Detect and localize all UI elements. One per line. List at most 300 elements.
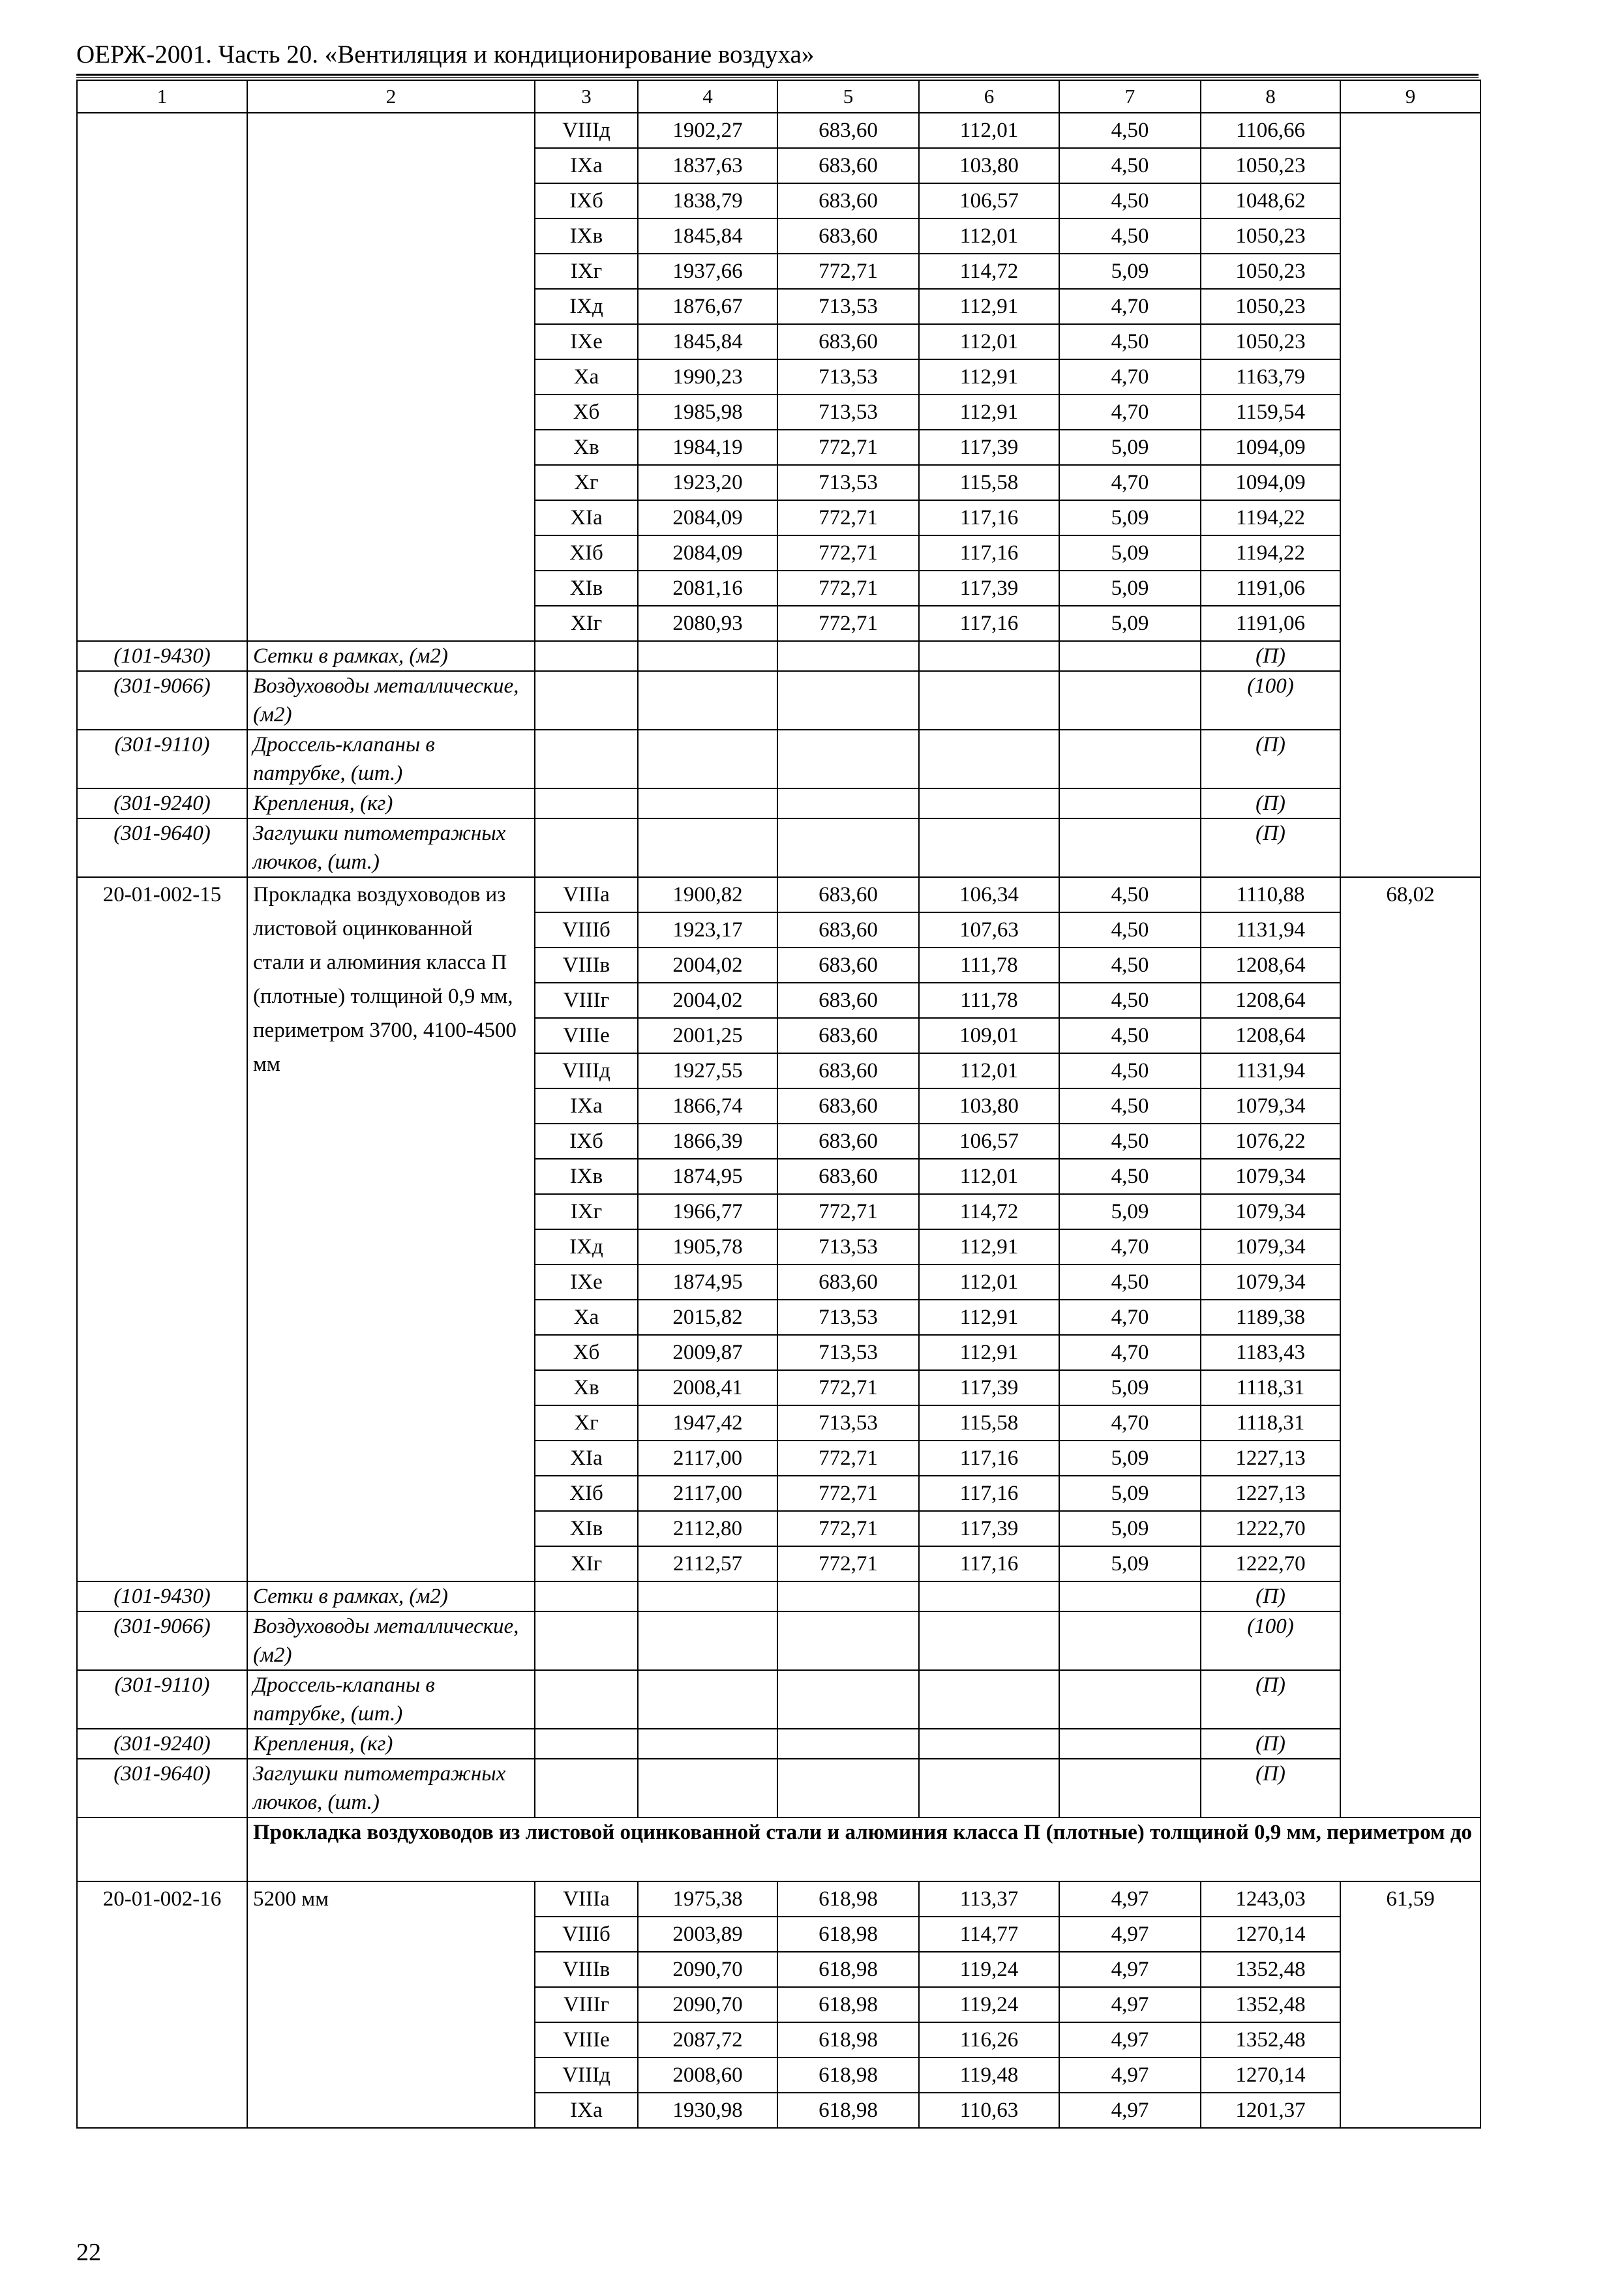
empty-cell [919, 730, 1059, 788]
value-cell: 112,01 [919, 218, 1059, 254]
value-cell: 117,39 [919, 571, 1059, 606]
column-number: 7 [1059, 80, 1201, 113]
empty-cell [535, 1581, 638, 1611]
value-cell: 4,50 [1059, 912, 1201, 948]
resource-code: (301-9640) [77, 818, 247, 877]
value-cell: 1352,48 [1201, 1987, 1340, 2022]
zone-cell: VIIIб [535, 1917, 638, 1952]
zone-cell: VIIIд [535, 2057, 638, 2093]
value-cell: 4,50 [1059, 1159, 1201, 1194]
value-cell: 5,09 [1059, 535, 1201, 571]
value-cell: 1845,84 [638, 324, 777, 359]
zone-cell: IXа [535, 2093, 638, 2128]
value-cell: 5,09 [1059, 1370, 1201, 1405]
value-cell: 115,58 [919, 465, 1059, 500]
empty-cell [919, 1581, 1059, 1611]
value-cell: 1131,94 [1201, 1053, 1340, 1088]
rate-code: 20-01-002-16 [77, 1881, 247, 2128]
value-cell: 5,09 [1059, 571, 1201, 606]
value-cell: 112,91 [919, 289, 1059, 324]
empty-cell [638, 1611, 777, 1670]
resource-code: (301-9066) [77, 1611, 247, 1670]
value-cell: 117,39 [919, 1511, 1059, 1546]
empty-cell [638, 1581, 777, 1611]
rate-description: Прокладка воздуховодов из листовой оцинкованной стали и алюминия класса П (плотные) толщиной 0,9 мм, периметром 3700, 4100-4500 мм [247, 877, 535, 1581]
value-cell: 1050,23 [1201, 289, 1340, 324]
value-cell: 1194,22 [1201, 535, 1340, 571]
resource-row [77, 1729, 1481, 1759]
value-cell: 683,60 [777, 1053, 919, 1088]
empty-cell [777, 730, 919, 788]
value-cell: 4,97 [1059, 2057, 1201, 2093]
zone-cell: Xа [535, 359, 638, 395]
value-cell: 1900,82 [638, 877, 777, 912]
value-cell: 618,98 [777, 2057, 919, 2093]
resource-row [77, 788, 1481, 818]
value-cell: 1194,22 [1201, 500, 1340, 535]
value-cell: 618,98 [777, 2093, 919, 2128]
value-cell: 1876,67 [638, 289, 777, 324]
zone-cell: VIIIв [535, 1952, 638, 1987]
resource-row [77, 1670, 1481, 1729]
empty-cell [535, 1759, 638, 1818]
value-cell: 1352,48 [1201, 1952, 1340, 1987]
value-cell: 5,09 [1059, 1511, 1201, 1546]
value-cell: 112,01 [919, 324, 1059, 359]
value-cell: 1110,88 [1201, 877, 1340, 912]
empty-cell [919, 818, 1059, 877]
value-cell: 110,63 [919, 2093, 1059, 2128]
value-cell: 1838,79 [638, 183, 777, 218]
empty-cell [638, 641, 777, 671]
value-cell: 4,97 [1059, 1987, 1201, 2022]
empty-cell [638, 671, 777, 730]
resource-value: (100) [1201, 1611, 1340, 1670]
resource-name: Воздуховоды металлические, (м2) [247, 1611, 535, 1670]
empty-cell [638, 730, 777, 788]
empty-cell [638, 1670, 777, 1729]
zone-cell: VIIIд [535, 113, 638, 148]
column-number: 4 [638, 80, 777, 113]
value-cell: 713,53 [777, 395, 919, 430]
value-cell: 772,71 [777, 606, 919, 641]
empty-cell [777, 1611, 919, 1670]
zone-cell: VIIIе [535, 1018, 638, 1053]
zone-cell: IXе [535, 324, 638, 359]
resource-name: Крепления, (кг) [247, 1729, 535, 1759]
empty-cell [535, 1670, 638, 1729]
rate-row [77, 1881, 1481, 1917]
zone-cell: VIIIг [535, 983, 638, 1018]
value-cell: 1079,34 [1201, 1194, 1340, 1229]
resource-value: (П) [1201, 1759, 1340, 1818]
value-cell: 4,70 [1059, 359, 1201, 395]
empty-cell [777, 1729, 919, 1759]
value-cell: 1227,13 [1201, 1476, 1340, 1511]
value-cell: 103,80 [919, 148, 1059, 183]
page-header-title: ОЕРЖ-2001. Часть 20. «Вентиляция и кондиционирование воздуха» [76, 40, 815, 68]
empty-cell [1059, 1670, 1201, 1729]
value-cell: 1159,54 [1201, 395, 1340, 430]
value-cell: 112,91 [919, 1229, 1059, 1264]
value-cell: 683,60 [777, 113, 919, 148]
value-cell: 618,98 [777, 1952, 919, 1987]
value-cell: 772,71 [777, 535, 919, 571]
value-cell: 4,70 [1059, 1229, 1201, 1264]
zone-cell: VIIIб [535, 912, 638, 948]
value-cell: 4,70 [1059, 1300, 1201, 1335]
value-cell: 117,16 [919, 535, 1059, 571]
value-cell: 1227,13 [1201, 1441, 1340, 1476]
resource-value: (П) [1201, 641, 1340, 671]
value-cell: 114,72 [919, 254, 1059, 289]
value-cell: 1208,64 [1201, 983, 1340, 1018]
group-heading: Прокладка воздуховодов из листовой оцинкованной стали и алюминия класса П (плотные) толщиной 0,9 мм, периметром до [247, 1818, 1481, 1881]
value-cell: 1930,98 [638, 2093, 777, 2128]
resource-code: (101-9430) [77, 1581, 247, 1611]
value-cell: 772,71 [777, 430, 919, 465]
value-cell: 119,24 [919, 1952, 1059, 1987]
value-cell: 5,09 [1059, 500, 1201, 535]
value-cell: 1947,42 [638, 1405, 777, 1441]
value-cell: 1984,19 [638, 430, 777, 465]
value-cell: 4,50 [1059, 113, 1201, 148]
value-cell: 683,60 [777, 1088, 919, 1124]
value-cell: 114,77 [919, 1917, 1059, 1952]
empty-cell [535, 730, 638, 788]
value-cell: 1905,78 [638, 1229, 777, 1264]
column-number: 9 [1340, 80, 1481, 113]
value-cell: 5,09 [1059, 1194, 1201, 1229]
value-cell: 2008,41 [638, 1370, 777, 1405]
value-cell: 4,97 [1059, 2093, 1201, 2128]
resource-code: (301-9240) [77, 1729, 247, 1759]
value-cell: 713,53 [777, 1300, 919, 1335]
value-cell: 683,60 [777, 1018, 919, 1053]
column-number: 3 [535, 80, 638, 113]
resource-name: Дроссель-клапаны в патрубке, (шт.) [247, 1670, 535, 1729]
zone-cell: IXд [535, 1229, 638, 1264]
group-heading-row [77, 1818, 1481, 1881]
empty-cell [919, 1729, 1059, 1759]
zone-cell: VIIIд [535, 1053, 638, 1088]
value-cell: 2009,87 [638, 1335, 777, 1370]
value-cell: 4,50 [1059, 1053, 1201, 1088]
value-cell: 117,16 [919, 1441, 1059, 1476]
value-cell: 713,53 [777, 1229, 919, 1264]
value-cell: 713,53 [777, 1405, 919, 1441]
rate-row [77, 113, 1481, 148]
column-number: 8 [1201, 80, 1340, 113]
value-cell: 1874,95 [638, 1159, 777, 1194]
value-cell: 618,98 [777, 1881, 919, 1917]
zone-cell: Xа [535, 1300, 638, 1335]
zone-cell: IXб [535, 183, 638, 218]
zone-cell: XIа [535, 1441, 638, 1476]
empty-cell [777, 1581, 919, 1611]
value-cell: 117,39 [919, 430, 1059, 465]
rate-code: 20-01-002-15 [77, 877, 247, 1581]
value-cell: 618,98 [777, 1917, 919, 1952]
value-cell: 683,60 [777, 1124, 919, 1159]
empty-cell [535, 818, 638, 877]
value-cell: 4,70 [1059, 289, 1201, 324]
value-cell: 772,71 [777, 1476, 919, 1511]
value-cell: 4,50 [1059, 983, 1201, 1018]
column-number: 6 [919, 80, 1059, 113]
value-cell: 4,50 [1059, 1264, 1201, 1300]
resource-name: Сетки в рамках, (м2) [247, 1581, 535, 1611]
value-cell: 1222,70 [1201, 1546, 1340, 1581]
value-cell: 112,91 [919, 395, 1059, 430]
value-cell: 112,91 [919, 1335, 1059, 1370]
zone-cell: XIв [535, 1511, 638, 1546]
value-cell: 103,80 [919, 1088, 1059, 1124]
value-cell: 1927,55 [638, 1053, 777, 1088]
zone-cell: IXг [535, 254, 638, 289]
value-cell: 1079,34 [1201, 1229, 1340, 1264]
value-cell: 106,57 [919, 1124, 1059, 1159]
resource-name: Дроссель-клапаны в патрубке, (шт.) [247, 730, 535, 788]
value-cell: 1845,84 [638, 218, 777, 254]
value-cell: 112,01 [919, 1264, 1059, 1300]
value-cell: 1837,63 [638, 148, 777, 183]
value-cell: 119,48 [919, 2057, 1059, 2093]
resource-value: (П) [1201, 1729, 1340, 1759]
column-number-row [77, 80, 1481, 113]
empty-cell [1059, 1581, 1201, 1611]
value-cell: 117,16 [919, 500, 1059, 535]
empty-cell [919, 671, 1059, 730]
value-cell: 2004,02 [638, 983, 777, 1018]
value-cell: 112,01 [919, 113, 1059, 148]
value-cell: 1985,98 [638, 395, 777, 430]
zone-cell: XIа [535, 500, 638, 535]
value-cell: 772,71 [777, 1194, 919, 1229]
resource-value: (100) [1201, 671, 1340, 730]
zone-cell: Xб [535, 1335, 638, 1370]
page-number: 22 [76, 2239, 101, 2266]
value-cell: 4,50 [1059, 1018, 1201, 1053]
resource-code: (301-9240) [77, 788, 247, 818]
resource-value: (П) [1201, 788, 1340, 818]
empty-cell [777, 641, 919, 671]
value-cell: 2015,82 [638, 1300, 777, 1335]
value-cell: 1191,06 [1201, 571, 1340, 606]
value-cell: 112,01 [919, 1053, 1059, 1088]
resource-row [77, 671, 1481, 730]
zone-cell: IXа [535, 1088, 638, 1124]
empty-cell [919, 641, 1059, 671]
value-cell: 618,98 [777, 2022, 919, 2057]
value-cell: 2090,70 [638, 1987, 777, 2022]
value-cell: 1243,03 [1201, 1881, 1340, 1917]
value-cell: 117,39 [919, 1370, 1059, 1405]
value-cell: 1902,27 [638, 113, 777, 148]
zone-cell: Xб [535, 395, 638, 430]
value-cell: 1163,79 [1201, 359, 1340, 395]
empty-cell [638, 818, 777, 877]
zone-cell: XIг [535, 606, 638, 641]
zone-cell: IXв [535, 218, 638, 254]
rate-row [77, 877, 1481, 912]
value-cell: 713,53 [777, 359, 919, 395]
value-cell: 5,09 [1059, 1441, 1201, 1476]
resource-code: (101-9430) [77, 641, 247, 671]
value-cell: 713,53 [777, 1335, 919, 1370]
zone-cell: IXд [535, 289, 638, 324]
value-cell: 2090,70 [638, 1952, 777, 1987]
value-cell: 115,58 [919, 1405, 1059, 1441]
value-cell: 683,60 [777, 148, 919, 183]
empty-cell [638, 1759, 777, 1818]
value-cell: 2112,80 [638, 1511, 777, 1546]
value-cell: 1076,22 [1201, 1124, 1340, 1159]
value-cell: 772,71 [777, 1511, 919, 1546]
empty-cell [1059, 1729, 1201, 1759]
value-cell: 1866,74 [638, 1088, 777, 1124]
value-cell: 5,09 [1059, 606, 1201, 641]
value-cell: 1975,38 [638, 1881, 777, 1917]
value-cell: 1050,23 [1201, 254, 1340, 289]
value-cell: 2112,57 [638, 1546, 777, 1581]
value-cell: 1118,31 [1201, 1370, 1340, 1405]
value-cell: 683,60 [777, 1264, 919, 1300]
value-cell: 4,97 [1059, 2022, 1201, 2057]
resource-row [77, 641, 1481, 671]
value-cell: 1050,23 [1201, 218, 1340, 254]
value-cell: 112,01 [919, 1159, 1059, 1194]
value-cell: 114,72 [919, 1194, 1059, 1229]
empty-cell [919, 1670, 1059, 1729]
empty-cell [1059, 788, 1201, 818]
value-cell: 119,24 [919, 1987, 1059, 2022]
value-cell: 113,37 [919, 1881, 1059, 1917]
value-cell: 683,60 [777, 877, 919, 912]
empty-cell [1059, 1759, 1201, 1818]
column-number: 1 [77, 80, 247, 113]
value-cell: 713,53 [777, 289, 919, 324]
value-cell: 4,50 [1059, 183, 1201, 218]
empty-cell [1059, 818, 1201, 877]
resource-code: (301-9110) [77, 1670, 247, 1729]
value-cell: 1079,34 [1201, 1159, 1340, 1194]
empty-col9-cell [1340, 113, 1481, 877]
value-cell: 1937,66 [638, 254, 777, 289]
empty-cell [535, 641, 638, 671]
value-cell: 4,97 [1059, 1881, 1201, 1917]
resource-code: (301-9066) [77, 671, 247, 730]
empty-cell [1059, 1611, 1201, 1670]
value-cell: 772,71 [777, 1370, 919, 1405]
value-cell: 107,63 [919, 912, 1059, 948]
value-cell: 5,09 [1059, 1546, 1201, 1581]
value-cell: 1866,39 [638, 1124, 777, 1159]
value-cell: 4,50 [1059, 148, 1201, 183]
header-rule-thin [76, 77, 1479, 78]
value-cell: 1191,06 [1201, 606, 1340, 641]
value-cell: 1270,14 [1201, 2057, 1340, 2093]
resource-name: Сетки в рамках, (м2) [247, 641, 535, 671]
header-rule [76, 74, 1479, 76]
value-cell: 2117,00 [638, 1476, 777, 1511]
resource-value: (П) [1201, 1581, 1340, 1611]
value-cell: 1208,64 [1201, 1018, 1340, 1053]
value-cell: 1183,43 [1201, 1335, 1340, 1370]
rate-description: 5200 мм [247, 1881, 535, 2128]
empty-cell [919, 1611, 1059, 1670]
value-cell: 772,71 [777, 1546, 919, 1581]
value-cell: 2084,09 [638, 535, 777, 571]
resource-name: Заглушки питометражных лючков, (шт.) [247, 1759, 535, 1818]
col9-value: 68,02 [1340, 877, 1481, 1818]
value-cell: 683,60 [777, 948, 919, 983]
empty-description-cell [247, 113, 535, 641]
value-cell: 1923,17 [638, 912, 777, 948]
zone-cell: VIIIа [535, 877, 638, 912]
zone-cell: Xв [535, 430, 638, 465]
empty-cell [77, 1818, 247, 1881]
zone-cell: VIIIе [535, 2022, 638, 2057]
value-cell: 1050,23 [1201, 324, 1340, 359]
value-cell: 772,71 [777, 571, 919, 606]
value-cell: 683,60 [777, 1159, 919, 1194]
empty-cell [777, 1759, 919, 1818]
value-cell: 1106,66 [1201, 113, 1340, 148]
value-cell: 2117,00 [638, 1441, 777, 1476]
empty-cell [1059, 671, 1201, 730]
zone-cell: VIIIв [535, 948, 638, 983]
empty-cell [777, 788, 919, 818]
value-cell: 683,60 [777, 183, 919, 218]
empty-code-cell [77, 113, 247, 641]
value-cell: 683,60 [777, 912, 919, 948]
value-cell: 2008,60 [638, 2057, 777, 2093]
table-body [77, 80, 1481, 2128]
value-cell: 2087,72 [638, 2022, 777, 2057]
empty-cell [535, 671, 638, 730]
empty-cell [1059, 641, 1201, 671]
value-cell: 683,60 [777, 983, 919, 1018]
resource-value: (П) [1201, 730, 1340, 788]
value-cell: 1990,23 [638, 359, 777, 395]
resource-row [77, 1581, 1481, 1611]
value-cell: 772,71 [777, 500, 919, 535]
col9-value: 61,59 [1340, 1881, 1481, 2128]
zone-cell: IXв [535, 1159, 638, 1194]
value-cell: 1208,64 [1201, 948, 1340, 983]
resource-name: Заглушки питометражных лючков, (шт.) [247, 818, 535, 877]
zone-cell: XIб [535, 1476, 638, 1511]
resource-code: (301-9640) [77, 1759, 247, 1818]
value-cell: 683,60 [777, 218, 919, 254]
value-cell: 4,50 [1059, 1088, 1201, 1124]
value-cell: 1118,31 [1201, 1405, 1340, 1441]
value-cell: 117,16 [919, 1546, 1059, 1581]
value-cell: 4,70 [1059, 465, 1201, 500]
empty-cell [535, 788, 638, 818]
value-cell: 1874,95 [638, 1264, 777, 1300]
value-cell: 683,60 [777, 324, 919, 359]
empty-cell [638, 788, 777, 818]
empty-cell [777, 671, 919, 730]
empty-cell [535, 1729, 638, 1759]
value-cell: 112,91 [919, 359, 1059, 395]
value-cell: 1201,37 [1201, 2093, 1340, 2128]
value-cell: 1094,09 [1201, 465, 1340, 500]
resource-row [77, 1759, 1481, 1818]
value-cell: 1270,14 [1201, 1917, 1340, 1952]
